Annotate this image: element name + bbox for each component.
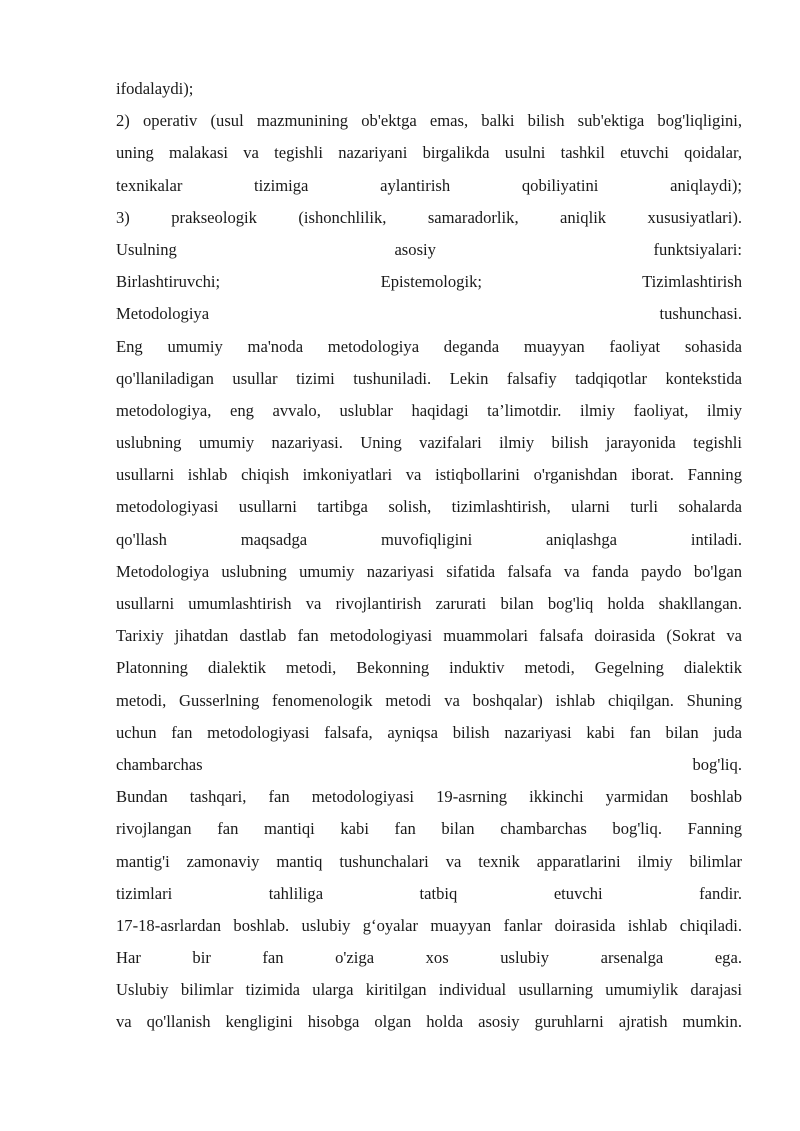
text-line: Tarixiy jihatdan dastlab fan metodologiyasi muammolari falsafa doirasida (Sokrat va bbox=[116, 626, 742, 646]
text-line: qo'llash maqsadga muvofiqligini aniqlashga intiladi. bbox=[116, 529, 742, 549]
text-line: mantig'i zamonaviy mantiq tushunchalari va texnik apparatlarini ilmiy bilimlar bbox=[116, 851, 742, 871]
text-line: Uslubiy bilimlar tizimida ularga kiritilgan individual usullarning umumiylik darajasi bbox=[116, 980, 742, 1000]
text-line: Eng umumiy ma'noda metodologiya deganda muayyan faoliyat sohasida bbox=[116, 336, 742, 356]
text-line: tizimlari tahliliga tatbiq etuvchi fandir. bbox=[116, 883, 742, 903]
text-line: Birlashtiruvchi; Epistemologik; Tizimlashtirish bbox=[116, 272, 742, 292]
text-line: texnikalar tizimiga aylantirish qobiliyatini aniqlaydi); bbox=[116, 175, 742, 195]
text-line: 17-18-asrlardan boshlab. uslubiy g‘oyalar muayyan fanlar doirasida ishlab chiqiladi. bbox=[116, 915, 742, 935]
text-line: uning malakasi va tegishli nazariyani birgalikda usulni tashkil etuvchi qoidalar, bbox=[116, 143, 742, 163]
text-line: 2) operativ (usul mazmunining ob'ektga emas, balki bilish sub'ektiga bog'liqligini, bbox=[116, 111, 742, 131]
text-line: Usulning asosiy funktsiyalari: bbox=[116, 239, 742, 259]
text-line: 3) prakseologik (ishonchlilik, samaradorlik, aniqlik xususiyatlari). bbox=[116, 207, 742, 227]
text-line: Har bir fan o'ziga xos uslubiy arsenalga ega. bbox=[116, 948, 742, 968]
text-line: chambarchas bog'liq. bbox=[116, 754, 742, 774]
text-line: metodologiyasi usullarni tartibga solish, tizimlashtirish, ularni turli sohalarda bbox=[116, 497, 742, 517]
text-line: Bundan tashqari, fan metodologiyasi 19-asrning ikkinchi yarmidan boshlab bbox=[116, 787, 742, 807]
text-line: metodologiya, eng avvalo, uslublar haqidagi ta’limotdir. ilmiy faoliyat, ilmiy bbox=[116, 400, 742, 420]
text-line: va qo'llanish kengligini hisobga olgan holda asosiy guruhlarni ajratish mumkin. bbox=[116, 1012, 742, 1032]
text-line: Metodologiya tushunchasi. bbox=[116, 304, 742, 324]
text-line: uslubning umumiy nazariyasi. Uning vazifalari ilmiy bilish jarayonida tegishli bbox=[116, 433, 742, 453]
document-body-text bbox=[116, 73, 742, 1039]
text-line: Metodologiya uslubning umumiy nazariyasi sifatida falsafa va fanda paydo bo'lgan bbox=[116, 561, 742, 581]
text-line: metodi, Gusserlning fenomenologik metodi va boshqalar) ishlab chiqilgan. Shuning bbox=[116, 690, 742, 710]
text-line: uchun fan metodologiyasi falsafa, ayniqsa bilish nazariyasi kabi fan bilan juda bbox=[116, 722, 742, 742]
text-line: rivojlangan fan mantiqi kabi fan bilan chambarchas bog'liq. Fanning bbox=[116, 819, 742, 839]
text-line: ifodalaydi); bbox=[116, 79, 194, 98]
text-line: qo'llaniladigan usullar tizimi tushuniladi. Lekin falsafiy tadqiqotlar kontekstida bbox=[116, 368, 742, 388]
text-line: usullarni umumlashtirish va rivojlantirish zarurati bilan bog'liq holda shakllangan. bbox=[116, 594, 742, 613]
text-line: usullarni ishlab chiqish imkoniyatlari va istiqbollarini o'rganishdan iborat. Fanning bbox=[116, 465, 742, 485]
text-line: Platonning dialektik metodi, Bekonning induktiv metodi, Gegelning dialektik bbox=[116, 658, 742, 678]
